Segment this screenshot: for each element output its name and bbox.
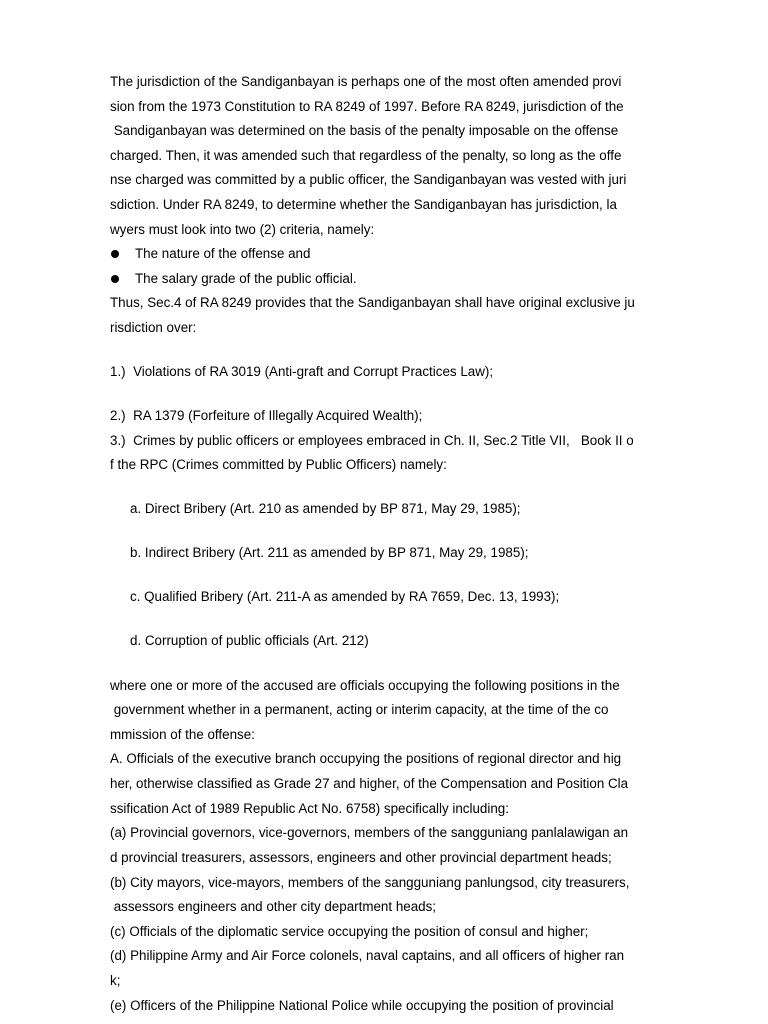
section-a-line: d provincial treasurers, assessors, engineers and other provincial department heads; [110,850,612,865]
item-1: 1.) Violations of RA 3019 (Anti-graft and Corrupt Practices Law); [110,364,494,379]
item-2: 2.) RA 1379 (Forfeiture of Illegally Acquired Wealth); [110,408,423,423]
intro-line: wyers must look into two (2) criteria, namely: [110,222,375,237]
sec4-line: Thus, Sec.4 of RA 8249 provides that the Sandiganbayan shall have original exclusive ju [110,295,635,310]
intro-line: sdiction. Under RA 8249, to determine whether the Sandiganbayan has jurisdiction, la [110,197,617,212]
bullet-icon [111,275,119,283]
bullet-icon [111,250,119,258]
intro-line: The jurisdiction of the Sandiganbayan is perhaps one of the most often amended provi [110,74,622,89]
intro-line: nse charged was committed by a public officer, the Sandiganbayan was vested with juri [110,172,627,187]
section-a-line: k; [110,973,121,988]
intro-line: Sandiganbayan was determined on the basis of the penalty imposable on the offense [110,123,619,138]
subitem-a: a. Direct Bribery (Art. 210 as amended by BP 871, May 29, 1985); [130,501,521,516]
section-a-line: A. Officials of the executive branch occupying the positions of regional director and hig [110,751,622,766]
section-a-line: (a) Provincial governors, vice-governors, members of the sangguniang panlalawigan an [110,825,629,840]
where-line: mmission of the offense: [110,727,255,742]
section-a-line: her, otherwise classified as Grade 27 and higher, of the Compensation and Position Cla [110,776,629,791]
where-line: government whether in a permanent, acting or interim capacity, at the time of the co [110,702,609,717]
sec4-line: risdiction over: [110,320,197,335]
item-3-line: f the RPC (Crimes committed by Public Officers) namely: [110,457,447,472]
intro-line: charged. Then, it was amended such that regardless of the penalty, so long as the offe [110,148,622,163]
section-a-line: (d) Philippine Army and Air Force colonels, naval captains, and all officers of higher ran [110,948,625,963]
intro-line: sion from the 1973 Constitution to RA 8249 of 1997. Before RA 8249, jurisdiction of the [110,99,624,114]
item-3-line: 3.) Crimes by public officers or employees embraced in Ch. II, Sec.2 Title VII, Book II o [110,433,634,448]
subitem-c: c. Qualified Bribery (Art. 211-A as amended by RA 7659, Dec. 13, 1993); [130,589,560,604]
section-a-line: ssification Act of 1989 Republic Act No. 6758) specifically including: [110,801,509,816]
subitem-b: b. Indirect Bribery (Art. 211 as amended by BP 871, May 29, 1985); [130,545,529,560]
section-a-line: (c) Officials of the diplomatic service occupying the position of consul and higher; [110,924,589,939]
where-line: where one or more of the accused are officials occupying the following positions in the [110,678,620,693]
bullet-text: The salary grade of the public official. [135,271,357,286]
subitem-d: d. Corruption of public officials (Art. 212) [130,633,369,648]
section-a-line: assessors engineers and other city department heads; [110,899,437,914]
section-a-line: (e) Officers of the Philippine National Police while occupying the position of provincial [110,998,614,1013]
section-a-line: (b) City mayors, vice-mayors, members of the sangguniang panlungsod, city treasurers, [110,875,630,890]
bullet-text: The nature of the offense and [135,246,311,261]
